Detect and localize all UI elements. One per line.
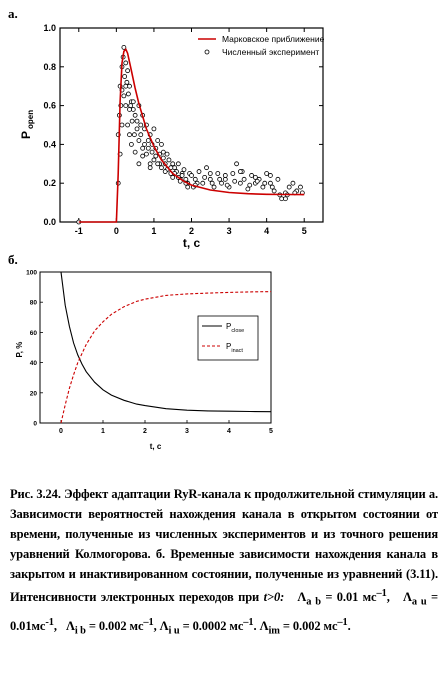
rate-2-symbol: Λ [402, 590, 412, 605]
rate-3-sup: –1 [143, 616, 154, 628]
legend-label-inact-sub: inact [231, 348, 243, 354]
rate-4-symbol: Λ [159, 618, 169, 633]
data-point [205, 166, 209, 170]
y-tick-label: 0.8 [43, 61, 56, 72]
data-point [268, 181, 272, 185]
data-point [242, 177, 246, 181]
x-axis-label: t, c [182, 236, 201, 250]
data-point [216, 172, 220, 176]
data-point [152, 127, 156, 131]
x-tick-label: 5 [301, 226, 307, 236]
data-point [148, 162, 152, 166]
data-point [144, 152, 148, 156]
x-tick-label: 0 [59, 428, 63, 435]
data-point [203, 175, 207, 179]
data-point [223, 177, 227, 181]
data-point [231, 172, 235, 176]
x-tick-label: 4 [264, 226, 270, 236]
data-point [137, 162, 141, 166]
data-point [129, 104, 133, 108]
data-point [250, 173, 254, 177]
rate-2-value: = 0.01мс [10, 590, 438, 633]
x-tick-label: 1 [101, 428, 105, 435]
data-point [287, 185, 291, 189]
data-point [123, 75, 127, 79]
y-axis-label-sub: open [26, 109, 35, 129]
y-axis-label: P, % [15, 341, 24, 358]
y-tick-label: 0.0 [43, 217, 56, 227]
data-point [131, 100, 135, 104]
data-point [171, 162, 175, 166]
x-axis-label: t, c [149, 442, 162, 451]
caption-a-text: Зависимости вероятностей нахождения канала в открытом состоянии от времени, полученные из численных экспериментов и из точного решения уравнений Колмогорова. [10, 507, 438, 561]
chart-a [0, 0, 448, 250]
data-point [124, 61, 128, 65]
data-point [261, 185, 265, 189]
data-point [218, 177, 222, 181]
data-point [248, 183, 252, 187]
panel-label-a: а. [8, 6, 18, 21]
x-tick-label: 3 [226, 226, 232, 236]
data-point [150, 150, 154, 154]
data-point [233, 179, 237, 183]
data-point [141, 154, 145, 158]
y-tick-label: 40 [29, 360, 37, 368]
data-point [130, 119, 134, 123]
data-point [133, 113, 137, 117]
data-point [212, 185, 216, 189]
data-point [159, 166, 163, 170]
rate-2: $\Lambda_{a u} = 0.01мс^{-1}$, [10, 590, 438, 633]
y-tick-label: 100 [26, 269, 37, 277]
data-point [201, 181, 205, 185]
data-point [225, 183, 229, 187]
data-point [125, 80, 129, 84]
rate-3-sub: i b [74, 625, 86, 637]
rate-2-sup: -1 [45, 616, 54, 628]
data-point [128, 107, 132, 111]
data-point [276, 177, 280, 181]
data-point [208, 172, 212, 176]
data-point [210, 181, 214, 185]
data-point [238, 170, 242, 174]
y-tick-label: 80 [29, 299, 37, 307]
data-point [143, 142, 147, 146]
rate-4-sub: i u [168, 625, 180, 637]
data-point [255, 179, 259, 183]
legend-label-markov: Марковское приближение [222, 34, 325, 44]
x-tick-label: 1 [151, 226, 157, 236]
data-point [167, 158, 171, 162]
x-tick-label: 2 [143, 428, 147, 435]
data-point [146, 146, 150, 150]
data-point [165, 152, 169, 156]
data-point [128, 133, 132, 137]
data-point [193, 177, 197, 181]
data-point [154, 154, 158, 158]
legend-marker-experiment [205, 50, 209, 54]
data-point [291, 181, 295, 185]
rate-4-sup: –1 [243, 616, 254, 628]
data-point [263, 181, 267, 185]
data-point [132, 133, 136, 137]
data-point [126, 92, 130, 96]
panel-label-b: б. [8, 252, 18, 267]
data-point [122, 94, 126, 98]
data-point [238, 181, 242, 185]
caption-condition: t>0: [263, 590, 285, 605]
data-point [265, 172, 269, 176]
rate-1-sub: a b [306, 596, 321, 608]
data-point [146, 139, 150, 143]
rate-3-symbol: Λ [65, 618, 75, 633]
data-point [139, 133, 143, 137]
data-point [235, 162, 239, 166]
x-tick-label: -1 [74, 226, 83, 236]
data-point [139, 123, 143, 127]
rate-2-sub: a u [411, 596, 427, 608]
data-point [124, 104, 128, 108]
data-point [152, 158, 156, 162]
data-point [120, 123, 124, 127]
legend-label-close: $P_{close}$ [226, 322, 245, 334]
data-point [190, 173, 194, 177]
rate-5-sup: –1 [337, 616, 348, 628]
data-point [197, 170, 201, 174]
data-point [156, 139, 160, 143]
x-tick-label: 0 [113, 226, 119, 236]
rate-5: $\Lambda_{im} = 0.002$ $мс^{-1}$. [259, 616, 351, 637]
data-point [220, 181, 224, 185]
data-point [253, 175, 257, 179]
rate-1-sup: –1 [376, 588, 387, 599]
data-point [124, 84, 128, 88]
data-point [159, 142, 163, 146]
rate-1: $\Lambda_{a b} = 0.01$ $мс^{-1}$, [297, 588, 390, 608]
legend-label-experiment: Численный эксперимент [222, 47, 320, 57]
rate-1-symbol: Λ [297, 590, 307, 605]
x-tick-label: 2 [188, 226, 195, 236]
legend-label-inact: $P_{inact}$ [226, 342, 243, 354]
y-tick-label: 0.6 [43, 100, 56, 111]
data-point [135, 127, 139, 131]
chart-b [0, 260, 448, 460]
rate-5-symbol: Λ [259, 618, 269, 633]
data-point [223, 173, 227, 177]
rate-3-value: = 0.002 мс [88, 618, 144, 633]
data-point [141, 146, 145, 150]
data-point [163, 170, 167, 174]
x-tick-label: 3 [185, 428, 189, 435]
data-point [148, 166, 152, 170]
legend-label-close-sub: close [231, 328, 245, 334]
data-point [283, 197, 287, 201]
data-point [186, 185, 190, 189]
data-point [176, 162, 180, 166]
data-point [272, 189, 276, 193]
rate-4-value: = 0.0002 мс [182, 618, 244, 633]
y-axis-label: $P_{open}$ [19, 109, 35, 139]
data-point [182, 168, 186, 172]
data-point [270, 185, 274, 189]
rate-1-value: = 0.01 мс [325, 590, 377, 605]
rate-5-sub: im [268, 625, 280, 637]
data-point [137, 139, 141, 143]
series-line-markov [79, 49, 304, 222]
caption-b-label: б. [155, 547, 166, 561]
caption-b-text: Временные зависимости нахождения канала в закрытом и инактивированном состоянии, полученные из уравнений (3.11). Интенсивности электронных переходов при [10, 547, 438, 605]
figure-caption [10, 484, 438, 641]
data-point [298, 185, 302, 189]
data-point [133, 150, 137, 154]
x-tick-label: 4 [227, 428, 231, 435]
data-point [126, 123, 130, 127]
y-tick-label: 60 [29, 329, 37, 337]
y-tick-label: 0.2 [43, 178, 56, 189]
data-point [129, 142, 133, 146]
caption-lead: Рис. 3.24. Эффект адаптации RyR-канала к продолжительной стимуляции [10, 487, 426, 501]
y-tick-label: 0 [33, 420, 37, 428]
data-point [135, 119, 139, 123]
data-point [171, 175, 175, 179]
data-point [268, 173, 272, 177]
rate-3: $\Lambda_{i b} = 0.002$ $мс^{-1}$, [65, 616, 157, 637]
y-tick-label: 1.0 [43, 23, 56, 33]
data-point [156, 162, 160, 166]
x-tick-label: 5 [269, 428, 273, 435]
data-point [126, 69, 130, 73]
y-tick-label: 20 [29, 390, 37, 398]
data-point [161, 150, 165, 154]
data-point [180, 173, 184, 177]
caption-a-label: а. [428, 487, 438, 501]
rate-4: $\Lambda_{i u} = 0.0002$ $мс^{-1}$. [159, 616, 257, 637]
data-point [246, 187, 250, 191]
y-tick-label: 0.4 [43, 139, 56, 150]
rate-5-value: = 0.002 мс [282, 618, 338, 633]
data-point [208, 177, 212, 181]
